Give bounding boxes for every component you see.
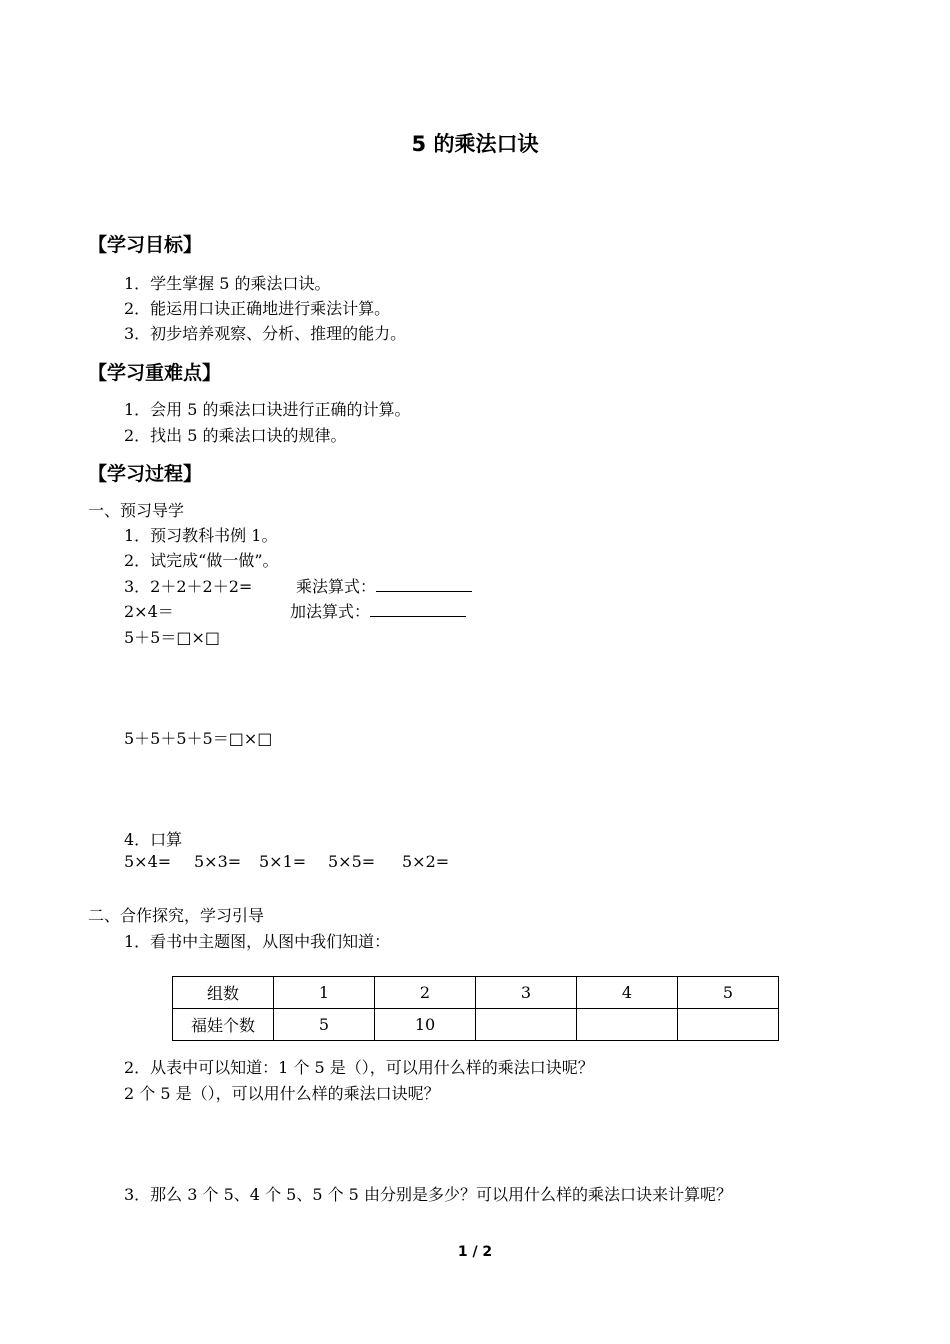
goal-item: 3．初步培养观察、分析、推理的能力。 — [124, 324, 407, 343]
table-cell: 福娃个数 — [173, 1009, 274, 1041]
table-cell: 2 — [375, 977, 476, 1009]
mental-calc: 5×3= — [194, 852, 242, 871]
multiplication-label: 乘法算式： — [296, 577, 377, 596]
part1-title: 一、预习导学 — [88, 501, 185, 520]
part1-item3-right — [296, 574, 472, 597]
mental-calc: 5×4= — [124, 852, 172, 871]
table-cell: 10 — [375, 1009, 476, 1041]
table-row — [173, 977, 779, 1009]
goals-heading: 【学习目标】 — [88, 234, 203, 256]
table-cell: 5 — [274, 1009, 375, 1041]
addition-label: 加法算式： — [290, 602, 371, 621]
mental-calc: 5×5= — [328, 852, 376, 871]
process-heading: 【学习过程】 — [88, 463, 203, 485]
mental-calc: 5×1= — [259, 852, 307, 871]
mental-calc: 5×2= — [402, 852, 450, 871]
answer-blank[interactable] — [370, 602, 466, 617]
part1-item3b-right — [290, 599, 466, 622]
table-cell: 4 — [577, 977, 678, 1009]
part2-item3: 3．那么 3 个 5、4 个 5、5 个 5 由分别是多少？可以用什么样的乘法口诀来计算呢？ — [124, 1185, 732, 1204]
answer-blank[interactable] — [376, 577, 472, 592]
part1-item4: 4．口算 — [124, 830, 183, 849]
table-cell[interactable] — [476, 1009, 577, 1041]
page-title: 5 的乘法口诀 — [411, 132, 539, 156]
goal-item: 2．能运用口诀正确地进行乘法计算。 — [124, 299, 391, 318]
goal-item: 1．学生掌握 5 的乘法口诀。 — [124, 274, 331, 293]
table-cell: 1 — [274, 977, 375, 1009]
part1-item3-left: 3．2＋2＋2＋2= — [124, 577, 253, 596]
difficulty-item: 2．找出 5 的乘法口诀的规律。 — [124, 426, 347, 445]
data-table — [172, 976, 779, 1041]
part1-item3b-left: 2×4＝ — [124, 602, 174, 621]
page-number: 1 / 2 — [457, 1244, 493, 1260]
part2-item1: 1．看书中主题图，从图中我们知道： — [124, 932, 391, 951]
part1-item2: 2．试完成“做一做”。 — [124, 551, 279, 570]
table-cell[interactable] — [678, 1009, 779, 1041]
equation-2: 5＋5＋5＋5＝□×□ — [124, 729, 273, 748]
equation-1: 5＋5＝□×□ — [124, 628, 221, 647]
part2-item2b: 2 个 5 是（），可以用什么样的乘法口诀呢？ — [124, 1084, 440, 1103]
table-cell: 5 — [678, 977, 779, 1009]
table-cell: 组数 — [173, 977, 274, 1009]
part1-item1: 1．预习教科书例 1。 — [124, 526, 278, 545]
difficulty-item: 1．会用 5 的乘法口诀进行正确的计算。 — [124, 400, 411, 419]
difficulties-heading: 【学习重难点】 — [88, 362, 222, 384]
part2-item2a: 2．从表中可以知道：1 个 5 是（），可以用什么样的乘法口诀呢？ — [124, 1058, 594, 1077]
table-cell[interactable] — [577, 1009, 678, 1041]
table-row — [173, 1009, 779, 1041]
part2-title: 二、合作探究，学习引导 — [88, 906, 265, 925]
table-cell: 3 — [476, 977, 577, 1009]
